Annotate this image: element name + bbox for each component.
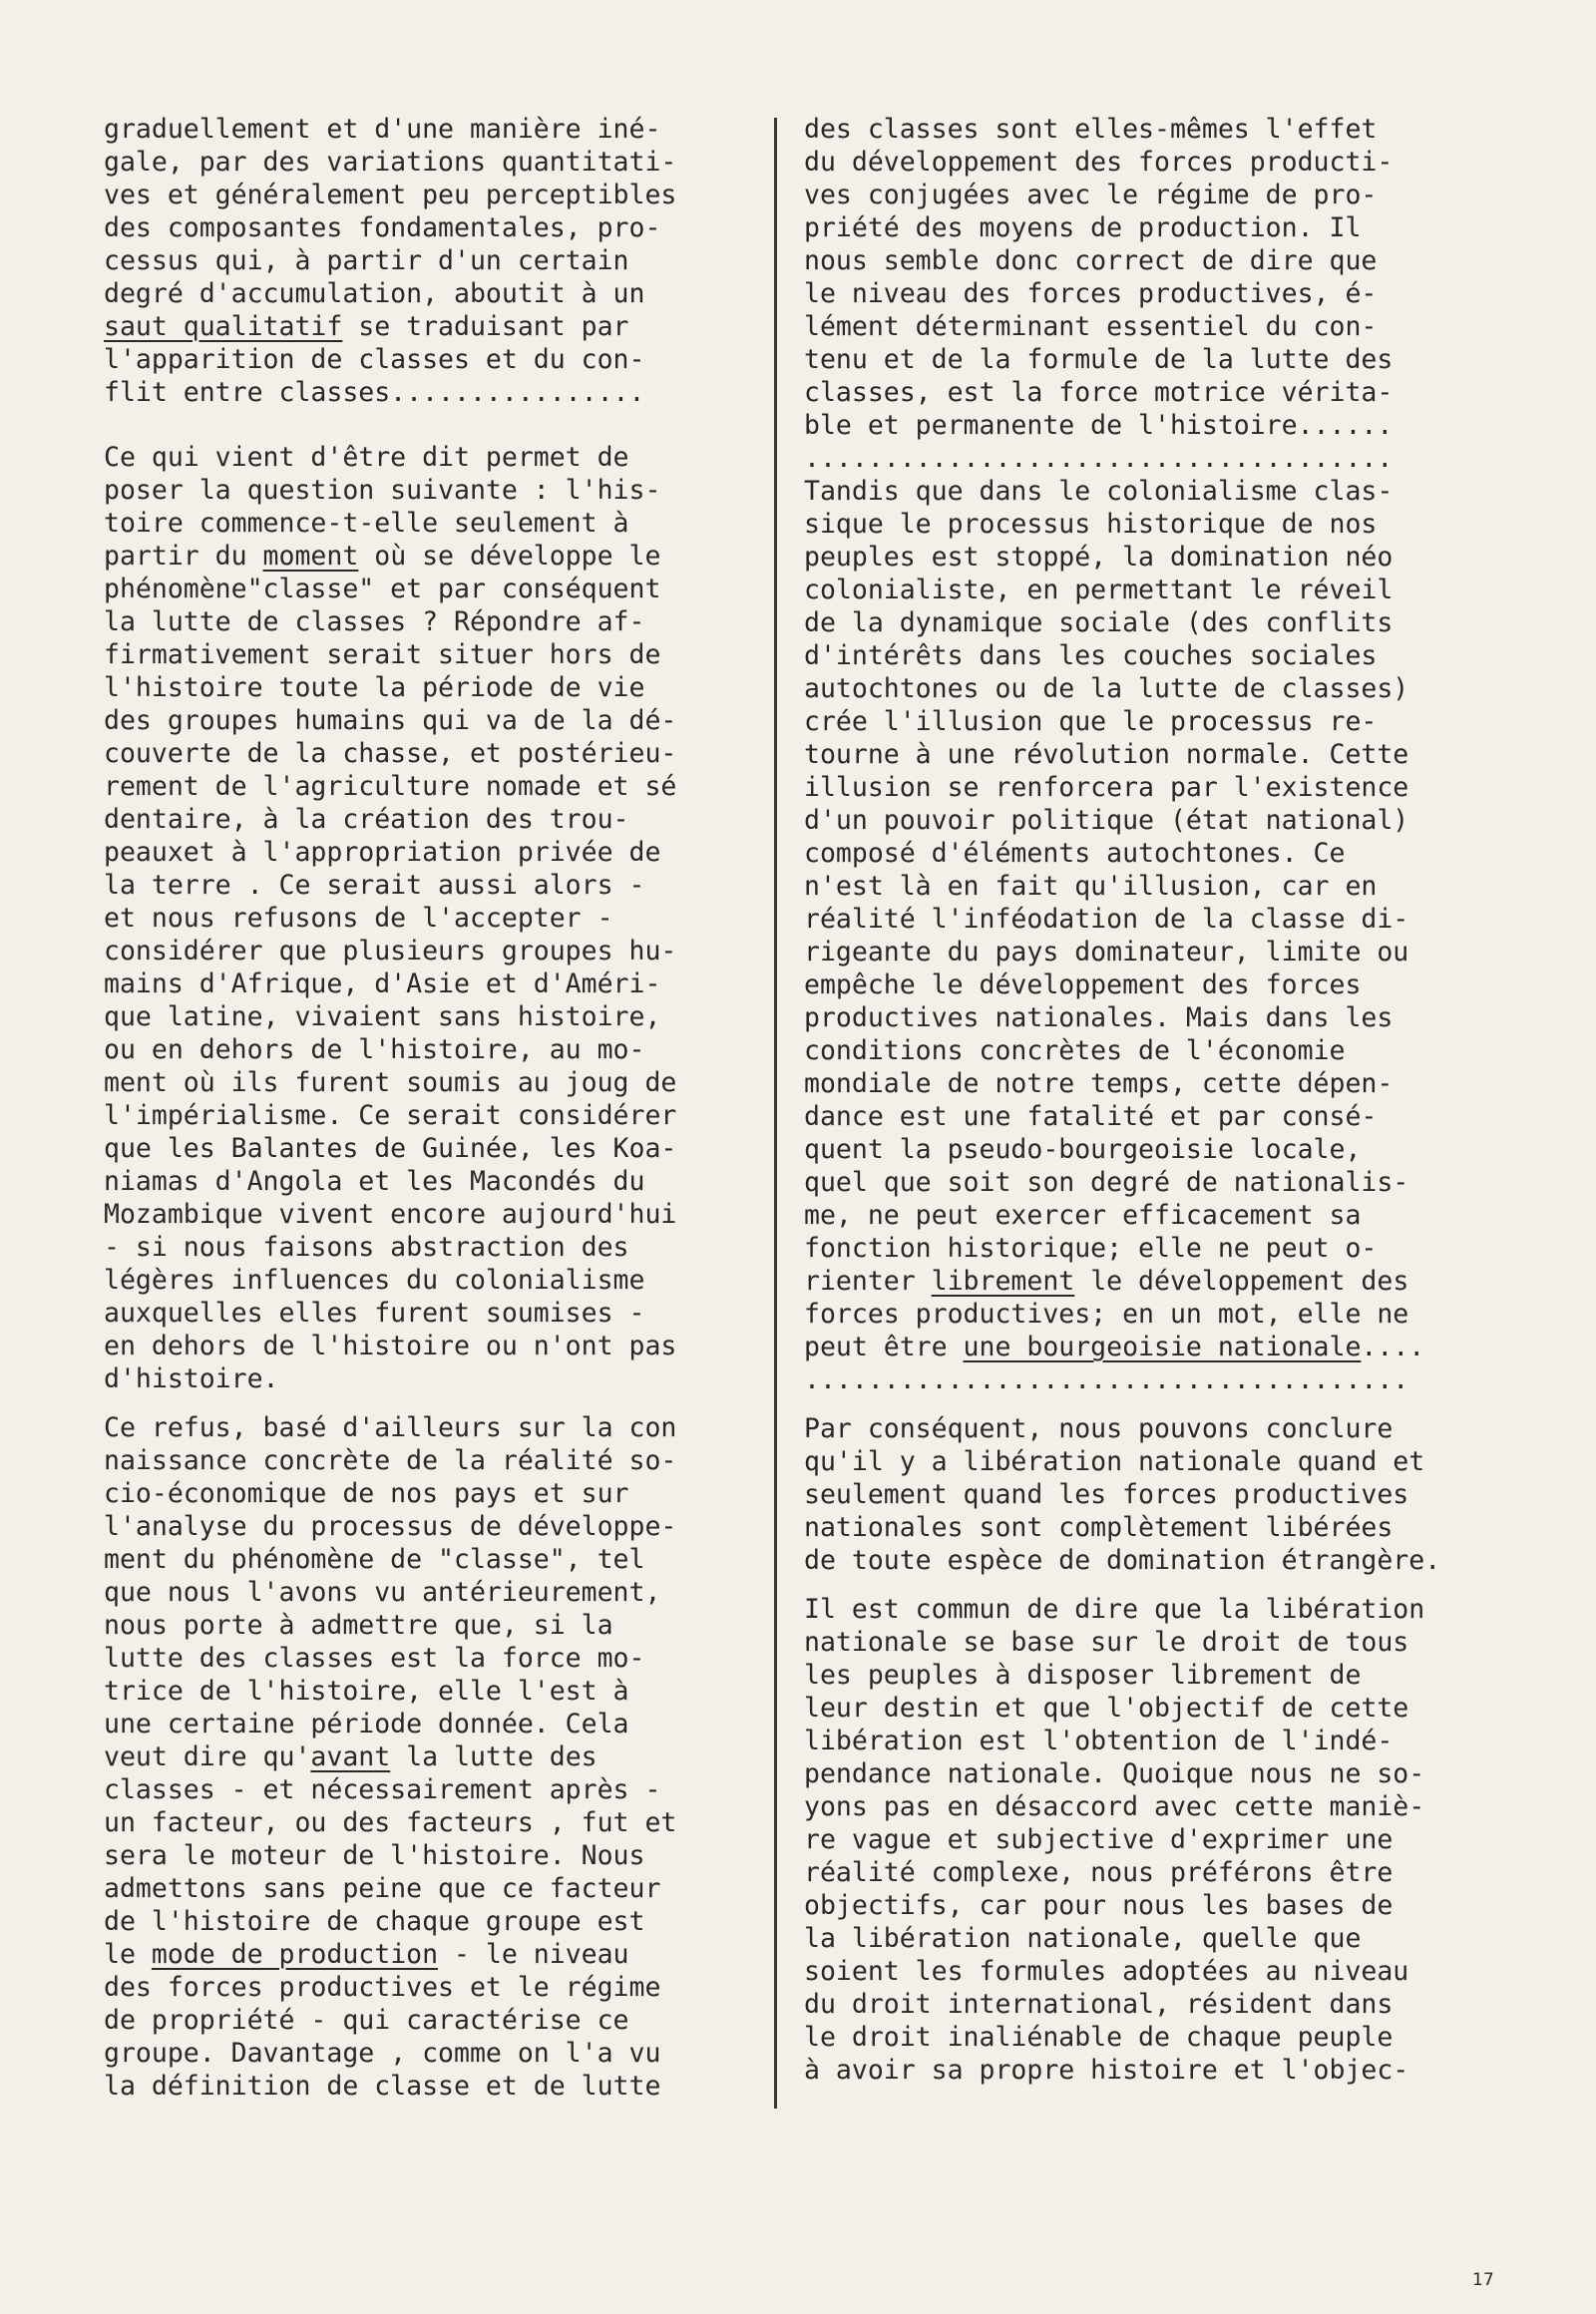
text-line: gale, par des variations quantitati-	[104, 147, 677, 178]
text-line: Ce refus, basé d'ailleurs sur la con	[104, 1412, 677, 1443]
text-line: peut être une bourgeoisie nationale....	[804, 1332, 1425, 1362]
text-line: seulement quand les forces productives	[804, 1479, 1409, 1510]
text-line: tenu et de la formule de la lutte des	[804, 344, 1394, 375]
left-paragraph-3	[104, 1411, 782, 2103]
text-line: leur destin et que l'objectif de cette	[804, 1693, 1409, 1724]
text-line: peauxet à l'appropriation privée de	[104, 837, 661, 868]
text-line: des forces productives et le régime	[104, 1972, 661, 2003]
text-line: classes, est la force motrice vérita-	[804, 377, 1394, 408]
text-line: lutte des classes est la force mo-	[104, 1643, 645, 1674]
text-line: sique le processus historique de nos	[804, 509, 1378, 540]
text-line: couverte de la chasse, et postérieu-	[104, 738, 677, 769]
underlined-phrase: moment	[262, 541, 359, 572]
text-line: dentaire, à la création des trou-	[104, 804, 629, 835]
left-paragraph-1	[104, 113, 782, 409]
text-line: ble et permanente de l'histoire......	[804, 410, 1394, 441]
text-line: ou en dehors de l'histoire, au mo-	[104, 1034, 645, 1065]
text-line: dance est une fatalité et par consé-	[804, 1101, 1378, 1132]
text-line: d'intérêts dans les couches sociales	[804, 640, 1378, 671]
text-line: des classes sont elles-mêmes l'effet	[804, 114, 1378, 145]
text-line: n'est là en fait qu'illusion, car en	[804, 871, 1378, 902]
text-line: en dehors de l'histoire ou n'ont pas	[104, 1331, 677, 1361]
text-line: objectifs, car pour nous les bases de	[804, 1890, 1394, 1921]
underlined-phrase: mode de production	[151, 1939, 439, 1970]
text-line: auxquelles elles furent soumises -	[104, 1298, 645, 1329]
text-line: que nous l'avons vu antérieurement,	[104, 1577, 661, 1608]
text-line: admettons sans peine que ce facteur	[104, 1873, 661, 1904]
right-column	[804, 113, 1522, 2087]
underlined-phrase: une bourgeoisie nationale	[963, 1332, 1362, 1362]
text-line: quent la pseudo-bourgeoisie locale,	[804, 1134, 1362, 1165]
text-line: la terre . Ce serait aussi alors -	[104, 870, 645, 901]
text-line: sera le moteur de l'histoire. Nous	[104, 1840, 645, 1871]
text-line: empêche le développement des forces	[804, 969, 1362, 1000]
text-line: forces productives; en un mot, elle ne	[804, 1299, 1409, 1330]
text-line: un facteur, ou des facteurs , fut et	[104, 1807, 677, 1838]
text-line: tourne à une révolution normale. Cette	[804, 739, 1409, 770]
right-paragraph-3	[804, 1412, 1522, 1577]
text-line: réalité complexe, nous préférons être	[804, 1857, 1394, 1888]
text-line: ment où ils furent soumis au joug de	[104, 1067, 677, 1098]
text-line: phénomène"classe" et par conséquent	[104, 574, 661, 604]
text-line: - si nous faisons abstraction des	[104, 1232, 629, 1263]
text-line: autochtones ou de la lutte de classes)	[804, 673, 1409, 704]
text-line: de toute espèce de domination étrangère.	[804, 1545, 1441, 1576]
right-paragraph-1	[804, 113, 1522, 475]
text-line: pendance nationale. Quoique nous ne so-	[804, 1758, 1425, 1789]
left-paragraph-2	[104, 441, 782, 1395]
text-line: veut dire qu'avant la lutte des	[104, 1741, 598, 1772]
text-line: ves conjugées avec le régime de pro-	[804, 180, 1378, 210]
text-line: Il est commun de dire que la libération	[804, 1594, 1425, 1625]
text-line: réalité l'inféodation de la classe di-	[804, 904, 1409, 935]
text-line: productives nationales. Mais dans les	[804, 1002, 1394, 1033]
text-line: rienter librement le développement des	[804, 1266, 1409, 1297]
text-line: Mozambique vivent encore aujourd'hui	[104, 1199, 677, 1230]
right-paragraph-2	[804, 475, 1522, 1396]
text-line: que les Balantes de Guinée, les Koa-	[104, 1133, 677, 1164]
text-line: niamas d'Angola et les Macondés du	[104, 1166, 645, 1197]
text-line: des groupes humains qui va de la dé-	[104, 705, 677, 736]
text-line: poser la question suivante : l'his-	[104, 475, 661, 506]
text-line: naissance concrète de la réalité so-	[104, 1445, 677, 1476]
text-line: le droit inaliénable de chaque peuple	[804, 2022, 1394, 2053]
text-line: la libération nationale, quelle que	[804, 1923, 1362, 1954]
text-line: partir du moment où se développe le	[104, 541, 661, 572]
text-line: la définition de classe et de lutte	[104, 2071, 661, 2102]
text-line: considérer que plusieurs groupes hu-	[104, 936, 677, 966]
page-number: 17	[1472, 2270, 1494, 2290]
text-line: toire commence-t-elle seulement à	[104, 508, 629, 539]
text-line: .....................................	[804, 443, 1394, 474]
text-line: classes - et nécessairement après -	[104, 1774, 661, 1805]
text-line: flit entre classes................	[104, 377, 645, 408]
text-line: fonction historique; elle ne peut o-	[804, 1233, 1378, 1264]
text-line: graduellement et d'une manière iné-	[104, 114, 661, 145]
text-line: mains d'Afrique, d'Asie et d'Améri-	[104, 968, 661, 999]
text-line: Ce qui vient d'être dit permet de	[104, 442, 629, 473]
text-line: d'histoire.	[104, 1363, 279, 1394]
underlined-phrase: librement	[931, 1266, 1075, 1297]
text-line: à avoir sa propre histoire et l'objec-	[804, 2055, 1409, 2086]
text-line: libération est l'obtention de l'indé-	[804, 1726, 1394, 1756]
text-line: ......................................	[804, 1364, 1409, 1395]
text-line: colonialiste, en permettant le réveil	[804, 575, 1394, 605]
text-line: cio-économique de nos pays et sur	[104, 1478, 629, 1509]
text-line: trice de l'histoire, elle l'est à	[104, 1676, 629, 1707]
text-line: crée l'illusion que le processus re-	[804, 706, 1378, 737]
text-line: rigeante du pays dominateur, limite ou	[804, 937, 1409, 967]
text-line: soient les formules adoptées au niveau	[804, 1956, 1409, 1987]
text-line: une certaine période donnée. Cela	[104, 1709, 629, 1739]
text-line: d'un pouvoir politique (état national)	[804, 805, 1409, 836]
text-line: nous porte à admettre que, si la	[104, 1610, 613, 1641]
text-line: l'impérialisme. Ce serait considérer	[104, 1100, 677, 1131]
text-line: du droit international, résident dans	[804, 1989, 1394, 2020]
text-line: firmativement serait situer hors de	[104, 639, 661, 670]
text-line: quel que soit son degré de nationalis-	[804, 1167, 1409, 1198]
text-line: légères influences du colonialisme	[104, 1265, 645, 1296]
underlined-phrase: avant	[310, 1741, 391, 1772]
text-line: degré d'accumulation, aboutit à un	[104, 278, 645, 309]
text-line: me, ne peut exercer efficacement sa	[804, 1200, 1362, 1231]
underlined-phrase: saut qualitatif	[104, 311, 343, 342]
text-line: nous semble donc correct de dire que	[804, 245, 1378, 276]
text-line: de la dynamique sociale (des conflits	[804, 607, 1394, 638]
text-line: groupe. Davantage , comme on l'a vu	[104, 2038, 661, 2069]
text-line: ves et généralement peu perceptibles	[104, 180, 677, 210]
text-line: l'apparition de classes et du con-	[104, 344, 645, 375]
text-line: de propriété - qui caractérise ce	[104, 2005, 629, 2036]
right-paragraph-4	[804, 1593, 1522, 2087]
text-line: de l'histoire de chaque groupe est	[104, 1906, 645, 1937]
text-line: nationale se base sur le droit de tous	[804, 1627, 1409, 1658]
text-line: Tandis que dans le colonialisme clas-	[804, 476, 1394, 507]
text-line: Par conséquent, nous pouvons conclure	[804, 1413, 1394, 1444]
text-line: ment du phénomène de "classe", tel	[104, 1544, 645, 1575]
left-column	[104, 113, 782, 2103]
text-line: lément déterminant essentiel du con-	[804, 311, 1378, 342]
text-line: du développement des forces producti-	[804, 147, 1394, 178]
text-line: les peuples à disposer librement de	[804, 1660, 1362, 1691]
text-line: la lutte de classes ? Répondre af-	[104, 606, 645, 637]
text-line: illusion se renforcera par l'existence	[804, 772, 1409, 803]
text-line: le niveau des forces productives, é-	[804, 278, 1378, 309]
text-line: yons pas en désaccord avec cette maniè-	[804, 1791, 1425, 1822]
text-line: l'analyse du processus de développe-	[104, 1511, 677, 1542]
text-line: que latine, vivaient sans histoire,	[104, 1001, 661, 1032]
text-line: mondiale de notre temps, cette dépen-	[804, 1068, 1394, 1099]
text-line: saut qualitatif se traduisant par	[104, 311, 629, 342]
text-line: peuples est stoppé, la domination néo	[804, 542, 1394, 573]
text-line: et nous refusons de l'accepter -	[104, 903, 613, 934]
text-line: nationales sont complètement libérées	[804, 1512, 1394, 1543]
text-line: priété des moyens de production. Il	[804, 212, 1362, 243]
text-line: qu'il y a libération nationale quand et	[804, 1446, 1425, 1477]
text-line: re vague et subjective d'exprimer une	[804, 1824, 1394, 1855]
text-line: conditions concrètes de l'économie	[804, 1035, 1346, 1066]
text-line: le mode de production - le niveau	[104, 1939, 629, 1970]
text-line: composé d'éléments autochtones. Ce	[804, 838, 1346, 869]
text-line: rement de l'agriculture nomade et sé	[104, 771, 677, 802]
column-divider	[774, 118, 777, 2109]
text-line: des composantes fondamentales, pro-	[104, 212, 661, 243]
text-line: cessus qui, à partir d'un certain	[104, 245, 629, 276]
text-line: l'histoire toute la période de vie	[104, 672, 645, 703]
